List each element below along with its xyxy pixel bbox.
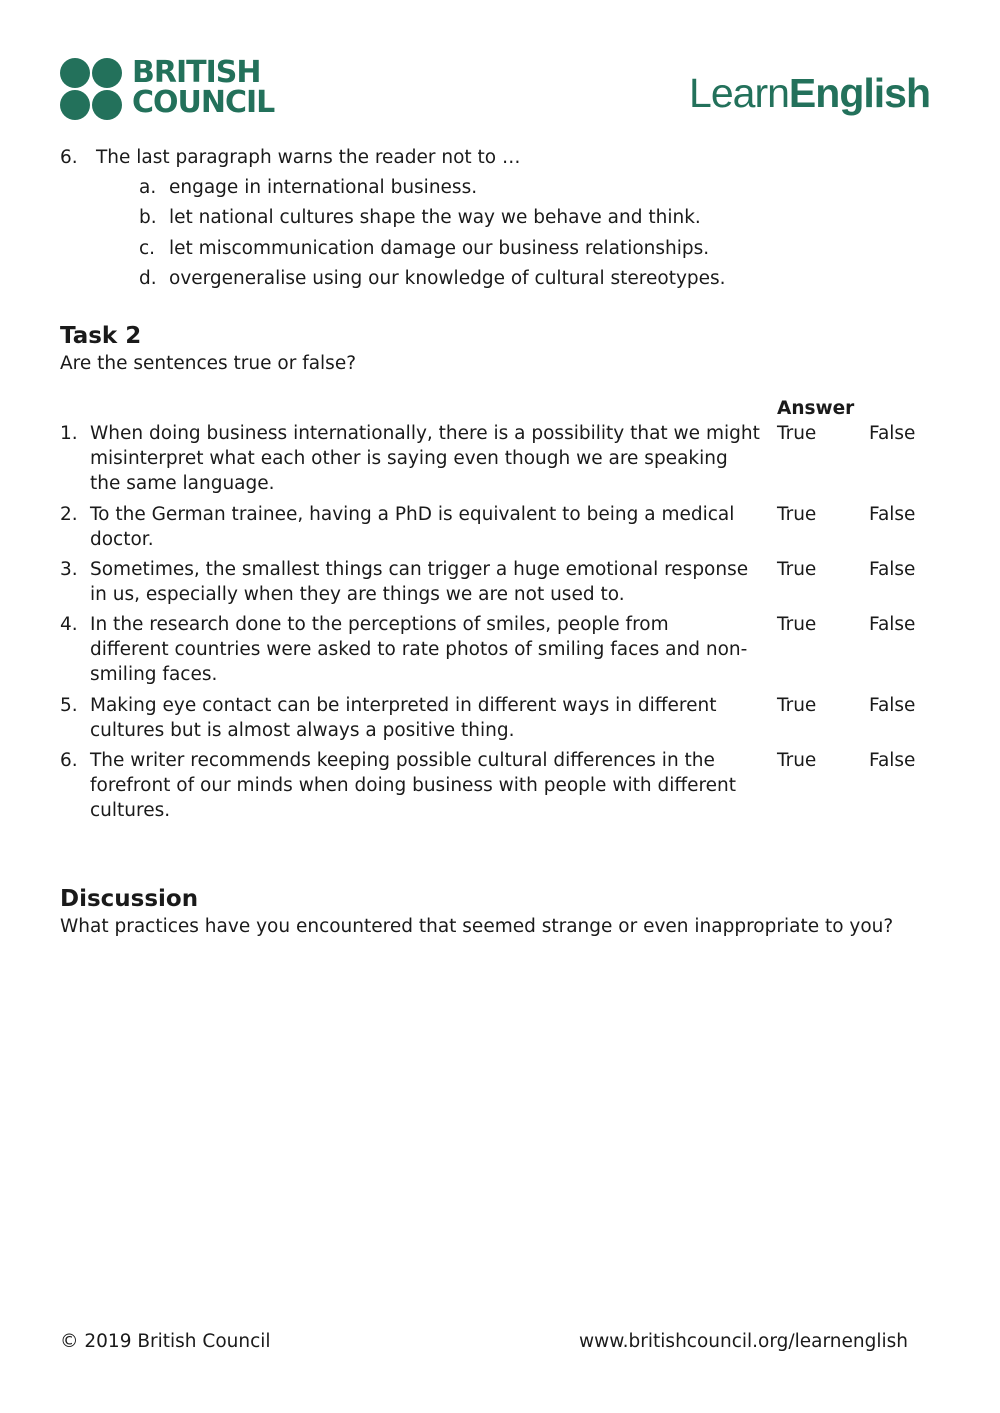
discussion-question: What practices have you encountered that seemed strange or even inappropriate to you? [60,916,894,937]
option-text: let national cultures shape the way we behave and think. [169,207,701,228]
false-option[interactable]: False [869,423,916,444]
statement-line: To the German trainee, having a PhD is equivalent to being a medical [90,504,735,525]
statement-line: different countries were asked to rate photos of smiling faces and non- [90,639,748,660]
option-letter: c. [139,238,156,259]
true-option[interactable]: True [777,504,817,525]
british-council-logo [60,55,280,122]
question-6-number: 6. [60,147,78,168]
british-council-wordmark: BRITISH COUNCIL [132,55,275,120]
option-text: overgeneralise using our knowledge of cultural stereotypes. [169,268,726,289]
true-option[interactable]: True [777,614,817,635]
option-letter: d. [139,268,157,289]
learnenglish-logo: LearnEnglish [689,70,930,116]
task-2-instruction: Are the sentences true or false? [60,353,357,374]
option-text: let miscommunication damage our business relationships. [169,238,710,259]
answer-header: Answer [777,398,855,419]
false-option[interactable]: False [869,750,916,771]
true-option[interactable]: True [777,559,817,580]
statement-number: 4. [60,614,78,635]
statement-line: Making eye contact can be interpreted in different ways in different [90,695,717,716]
option-letter: b. [139,207,157,228]
statement-line: Sometimes, the smallest things can trigger a huge emotional response [90,559,749,580]
option-letter: a. [139,177,157,198]
true-option[interactable]: True [777,750,817,771]
statement-line: cultures but is almost always a positive thing. [90,720,515,741]
footer-url[interactable]: www.britishcouncil.org/learnenglish [578,1331,908,1352]
option-text: engage in international business. [169,177,478,198]
statement-line: misinterpret what each other is saying even though we are speaking [90,448,728,469]
discussion-heading: Discussion [60,886,199,912]
statement-number: 3. [60,559,78,580]
statement-line: In the research done to the perceptions of smiles, people from [90,614,669,635]
statement-line: the same language. [90,473,275,494]
task-2-heading: Task 2 [60,323,142,349]
true-option[interactable]: True [777,423,817,444]
true-option[interactable]: True [777,695,817,716]
statement-line: forefront of our minds when doing business with people with different [90,775,737,796]
statement-line: smiling faces. [90,664,218,685]
statement-number: 6. [60,750,78,771]
statement-number: 2. [60,504,78,525]
false-option[interactable]: False [869,504,916,525]
statement-line: doctor. [90,529,154,550]
false-option[interactable]: False [869,614,916,635]
statement-line: cultures. [90,800,171,821]
statement-line: The writer recommends keeping possible cultural differences in the [90,750,715,771]
footer-copyright: © 2019 British Council [60,1331,271,1352]
statement-line: in us, especially when they are things we are not used to. [90,584,625,605]
question-6-text: The last paragraph warns the reader not to … [96,147,521,168]
statement-line: When doing business internationally, there is a possibility that we might [90,423,760,444]
british-council-dots-icon [60,58,122,120]
statement-number: 1. [60,423,78,444]
statement-number: 5. [60,695,78,716]
false-option[interactable]: False [869,695,916,716]
false-option[interactable]: False [869,559,916,580]
